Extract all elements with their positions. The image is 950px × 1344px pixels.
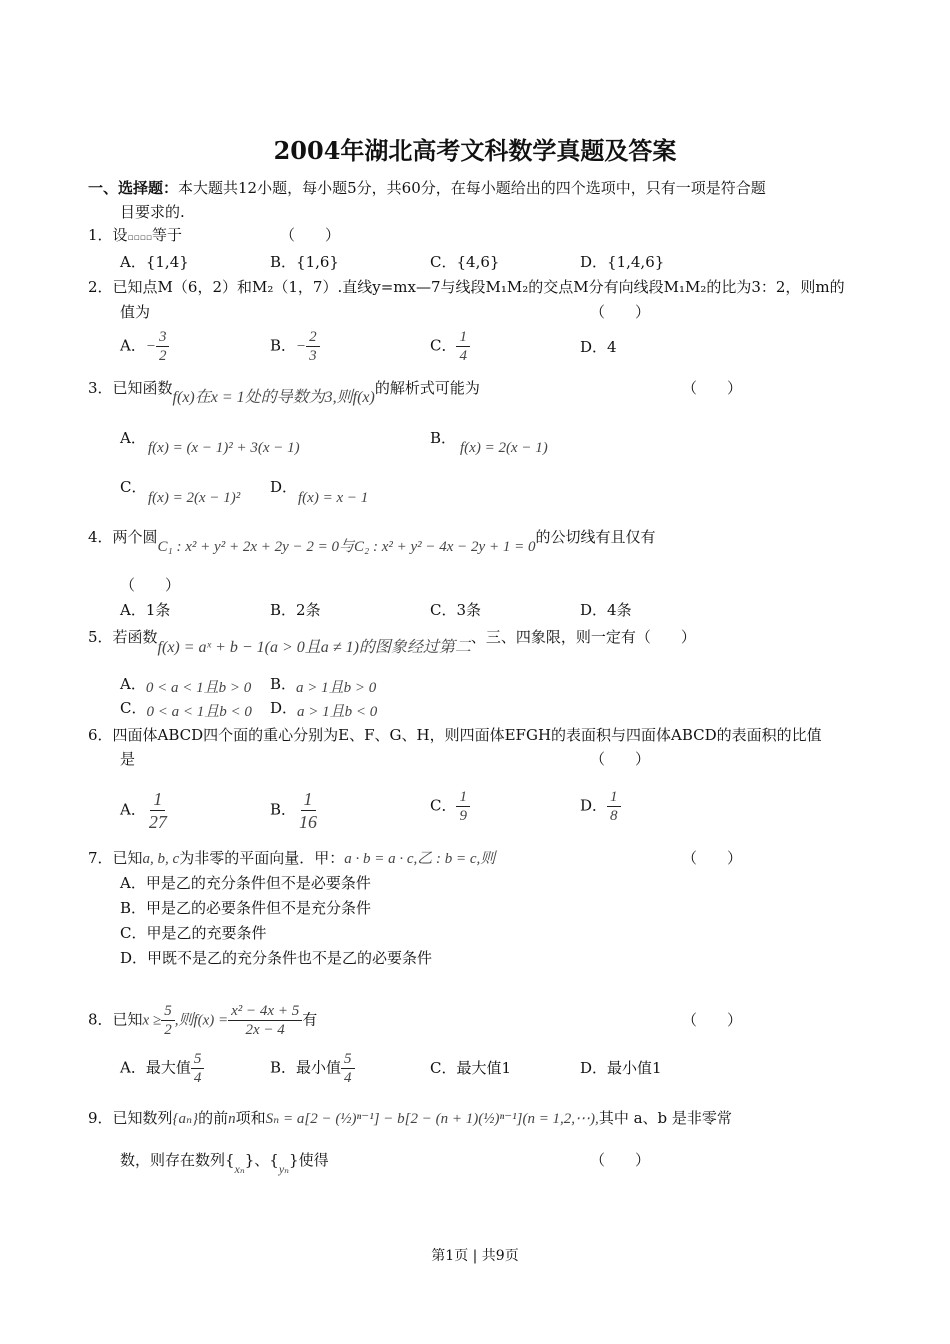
q5-option-c-label: C． [120,699,147,717]
q8-paren: （ ） [682,1011,743,1029]
q8-stem-x-fraction [161,1002,175,1039]
q7-option-a: A．甲是乙的充分条件但不是必要条件 [120,874,371,892]
q4-option-b: B．2条 [270,601,321,619]
q9-stem-d: 其中 a、b 是非零常 [598,1109,732,1127]
q1-stem-b: 等于 [151,226,182,244]
q5-option-b [270,674,376,695]
q5-option-c-math: 0 < a < 1且b < 0 [146,704,252,720]
q2-option-c-den: 4 [459,348,467,364]
q2-option-b [270,328,320,365]
q6-stem-1: 6．四面体ABCD四个面的重心分别为E、F、G、H，则四面体EFGH的表面积与四面体ABCD的表面积的比值 [88,726,822,744]
q5-option-a-math: 0 < a < 1且b > 0 [145,680,252,696]
q3-option-a-label: A． [120,429,146,447]
q8-option-b-fraction [341,1050,355,1087]
question-8 [88,1002,317,1039]
q2-option-b-num: 2 [306,328,320,347]
q9-stem-line2 [120,1150,329,1176]
q3-option-c-label: C． [120,478,147,496]
q8-option-a-den: 4 [193,1070,202,1086]
q3-option-a-math: f(x) = (x − 1)² + 3(x − 1) [148,440,300,456]
section-text-1: 本大题共12小题，每小题5分，共60分，在每小题给出的四个选项中，只有一项是符合题 [178,179,766,197]
q2-option-c [430,328,470,365]
q4-stem-a: 4．两个圆 [88,528,158,546]
q8-option-a-label: A．最大值 [120,1058,191,1077]
q2-option-a-den: 2 [158,348,167,364]
q3-option-b-label: B． [430,429,457,447]
q9-stem-n: n [228,1111,236,1127]
q8-stem-a: 8．已知 [88,1010,143,1029]
q7-stem-condition: a · b = a · c,乙 : b = c,则 [344,851,496,867]
q6-option-b-den: 16 [299,812,318,832]
section-text-2: 目要求的. [120,203,185,221]
q3-stem-b: 的解析式可能为 [374,379,480,397]
section-head: 一、选择题： [88,179,179,197]
q4-stem-math: C₁ : x² + y² + 2x + 2y − 2 = 0与C₂ : x² + y² − 4x − 2y + 1 = 0 [157,539,536,555]
question-5 [88,627,696,656]
q6-paren: （ ） [590,750,651,768]
q6-option-d-den: 8 [610,808,618,824]
q2-option-a-sign: − [145,338,156,355]
q8-stem-x: x ≥ [142,1012,162,1029]
q7-option-b: B．甲是乙的必要条件但不是充分条件 [120,899,372,917]
q8-stem-x-num: 5 [161,1002,175,1021]
q4-paren: （ ） [120,576,181,594]
q5-option-d-label: D． [270,699,298,717]
q5-option-d-math: a > 1且b < 0 [297,704,378,720]
question-4 [88,527,656,555]
q8-stem-then: ,则f(x) = [174,1012,229,1029]
q5-option-a [120,674,251,695]
page-title: 2004年湖北高考文科数学真题及答案 [273,136,677,165]
q6-option-a [120,788,170,833]
q2-option-b-label: B． [270,336,297,355]
q9-stem-sum-formula: Sₙ = a[2 − (½)ⁿ⁻¹] − b[2 − (n + 1)(½)ⁿ⁻¹](n = 1,2,⋯), [265,1111,599,1127]
q3-paren: （ ） [682,379,743,397]
q8-option-a-fraction [191,1050,205,1087]
q2-option-b-sign: − [296,338,307,355]
q2-stem-1: 2．已知点M（6，2）和M₂（1，7）.直线y=mx—7与线段M₁M₂的交点M分有向线段M₁M₂的比为3：2，则m的 [88,278,845,296]
q2-option-c-fraction [456,328,470,365]
q8-option-b [270,1050,355,1087]
q2-paren: （ ） [590,303,651,321]
q5-option-c [120,698,252,719]
q8-option-c: C．最大值1 [430,1059,512,1077]
q6-option-b [270,788,320,833]
section-intro [88,178,766,198]
question-7 [88,848,495,869]
q8-stem-x-den: 2 [164,1022,172,1038]
q2-option-b-fraction [306,328,320,365]
q2-option-a-fraction [156,328,170,365]
q6-stem-2: 是 [120,750,136,768]
q6-option-a-label: A． [120,800,146,819]
q9-stem-xn: xₙ [234,1162,245,1176]
q3-stem-a: 3．已知函数 [88,379,173,397]
question-9 [88,1108,732,1129]
q5-option-a-label: A． [120,675,146,693]
q9-stem-line2-c: }使得 [289,1151,329,1169]
q7-stem-a: 7．已知 [88,849,143,867]
q6-option-c [430,788,470,825]
q9-stem-sequence: {aₙ} [172,1111,199,1127]
q6-option-b-fraction [296,788,320,833]
q6-option-c-label: C． [430,796,457,815]
q6-option-a-fraction [146,788,170,833]
q1-stem-a: 1．设 [88,226,128,244]
q1-paren: （ ） [280,226,341,244]
q2-option-a-num: 3 [156,328,170,347]
q2-option-b-den: 3 [309,348,317,364]
q6-option-d-num: 1 [607,788,621,807]
q6-option-c-den: 9 [459,808,467,824]
q3-option-d-label: D． [270,478,298,496]
q7-option-c: C．甲是乙的充要条件 [120,924,267,942]
q4-option-c: C．3条 [430,601,482,619]
q1-formula-image: ▫▫▫▫ [127,233,152,243]
q8-stem-f-den: 2x − 4 [245,1022,285,1038]
page-footer: 第1页 | 共9页 [431,1248,519,1264]
q2-option-c-num: 1 [456,328,470,347]
q3-stem-math: f(x)在x = 1处的导数为3,则f(x) [172,389,375,406]
q9-stem-c: 项和 [235,1109,266,1127]
q8-stem-b: 有 [302,1010,318,1029]
q6-option-c-fraction [456,788,470,825]
q2-option-a-label: A． [120,336,146,355]
q9-stem-line2-b: }、{ [244,1151,279,1169]
q8-stem-f-fraction [228,1002,302,1039]
q6-option-d-label: D． [580,796,608,815]
q6-option-b-num: 1 [301,788,316,811]
q1-option-c: C．{4,6} [430,253,500,271]
q7-stem-b: 为非零的平面向量．甲： [179,849,345,867]
q6-option-d-fraction [607,788,621,825]
q4-option-a: A．1条 [120,601,171,619]
q3-option-b-math: f(x) = 2(x − 1) [460,440,548,456]
q2-option-c-label: C． [430,336,457,355]
q2-option-d: D．4 [580,338,617,356]
q8-option-a [120,1050,204,1087]
q8-option-b-label: B．最小值 [270,1058,342,1077]
q6-option-d [580,788,621,825]
q4-option-d: D．4条 [580,601,632,619]
q9-stem-line2-a: 数，则存在数列{ [120,1151,235,1169]
question-1 [88,225,182,248]
q8-option-d: D．最小值1 [580,1059,662,1077]
q8-option-b-den: 4 [344,1070,352,1086]
q6-option-a-num: 1 [150,788,165,811]
q9-paren: （ ） [590,1151,651,1169]
q8-stem-f-num: x² − 4x + 5 [228,1002,302,1021]
q3-option-c-math: f(x) = 2(x − 1)² [148,490,241,506]
q5-option-b-math: a > 1且b > 0 [296,680,377,696]
q9-stem-b: 的前 [198,1109,229,1127]
q8-option-b-num: 5 [341,1050,355,1069]
question-3 [88,378,480,406]
q3-option-d-math: f(x) = x − 1 [298,490,369,506]
q7-stem-vectors: a, b, c [142,851,180,867]
q6-option-b-label: B． [270,800,297,819]
q4-stem-b: 的公切线有且仅有 [535,528,656,546]
q2-stem-2: 值为 [120,303,151,321]
q8-option-a-num: 5 [191,1050,205,1069]
q5-option-b-label: B． [270,675,297,693]
q6-option-a-den: 27 [148,812,167,832]
q1-option-a: A．{1,4} [120,253,189,271]
q9-stem-a: 9．已知数列 [88,1109,173,1127]
q7-option-d: D．甲既不是乙的充分条件也不是乙的必要条件 [120,949,433,967]
q5-stem-a: 5．若函数 [88,628,158,646]
q5-stem-b: 、三、四象限，则一定有（ ） [470,628,696,646]
q7-paren: （ ） [682,849,743,867]
q5-option-d [270,698,377,719]
q1-option-d: D．{1,4,6} [580,253,665,271]
q6-option-c-num: 1 [456,788,470,807]
q1-option-b: B．{1,6} [270,253,339,271]
q9-stem-yn: yₙ [278,1162,290,1176]
q5-stem-math: f(x) = aˣ + b − 1(a > 0且a ≠ 1)的图象经过第二 [157,639,471,656]
q2-option-a [120,328,169,365]
